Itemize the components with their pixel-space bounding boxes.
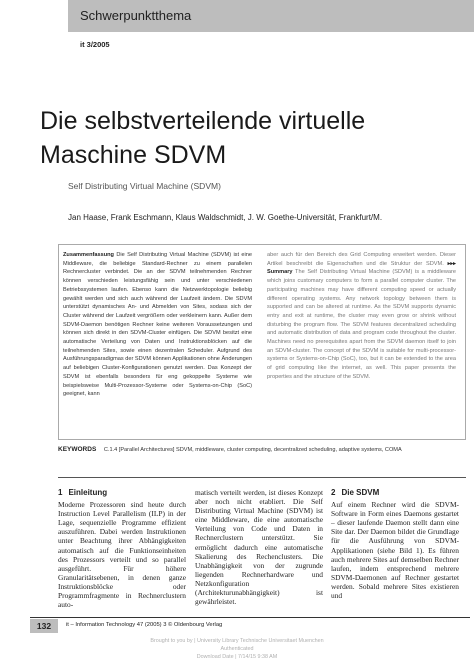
body-column-2 xyxy=(195,488,323,606)
article-title xyxy=(40,104,460,172)
issue-label: it 3/2005 xyxy=(80,40,110,49)
footer-citation: it – Information Technology 47 (2005) 3 © Oldenbourg Verlag xyxy=(66,622,223,628)
footer-divider xyxy=(30,617,470,618)
keywords-block xyxy=(58,446,466,455)
author-line: Jan Haase, Frank Eschmann, Klaus Waldschmidt, J. W. Goethe-Universität, Frankfurt/M. xyxy=(68,213,383,222)
title-line-2: Maschine SDVM xyxy=(40,141,227,169)
keywords-divider xyxy=(58,477,466,478)
section-1-number: 1 xyxy=(58,488,63,497)
abstract-de-continuation: aber auch für den Bereich des Grid Computing erweitert werden. Dieser Artikel beschreibt die Eigenschaften und die Struktur der SDVM. xyxy=(267,252,456,267)
page-number: 132 xyxy=(30,619,58,633)
watermark-line-1: Brought to you by | University Library Technische Universitaet Muenchen xyxy=(150,638,324,644)
abstract-english xyxy=(267,251,456,382)
column-1-text: Moderne Prozessoren sind heute durch Instruction Level Parallelism (ILP) in der Lage, sequenzielle Programme effizient auszuführen. Dabei werden Instruktionen unter Beachtung ihrer Abhängigkeiten automatisch auf die Funktionseinheiten des Prozessors verteilt und so parallel ausgeführt. Für höhere Granularitätsebenen, in denen ganze Instruktionsblöcke oder Programmfragmente in Rechnerclustern auto- xyxy=(58,500,186,610)
abstract-box xyxy=(58,244,466,440)
abstract-german xyxy=(63,251,252,399)
section-2-heading xyxy=(331,488,459,497)
arrows-glyph: ▸▸▸ xyxy=(447,260,456,267)
keywords-label: KEYWORDS xyxy=(58,446,97,453)
column-2-text: matisch verteilt werden, ist dieses Konzept aber noch nicht etabliert. Die Self Distributing Virtual Machine (SDVM) ist eine Middleware, die eine automatische Verteilung von Code und Daten in Rechnerclustern unterstützt. Sie ermöglicht dadurch eine automatische Skalierung des Rechenclusters. Die Unabhängigkeit von der zugrunde liegenden Rechnerhardware und Netzkonfiguration (Architekturunabhängigkeit) ist gewährleistet. xyxy=(195,488,323,607)
body-column-3 xyxy=(331,488,459,600)
section-title: Schwerpunktthema xyxy=(80,8,192,23)
section-2-title: Die SDVM xyxy=(341,488,380,497)
section-2-number: 2 xyxy=(331,488,336,497)
article-subtitle: Self Distributing Virtual Machine (SDVM) xyxy=(68,181,221,191)
section-1-heading xyxy=(58,488,186,497)
section-header xyxy=(68,0,474,32)
watermark-line-3: Download Date | 7/14/15 9:38 AM xyxy=(196,654,278,660)
watermark-line-2: Authenticated xyxy=(220,646,254,652)
abstract-en-text: The Self Distributing Virtual Machine (SDVM) is a middleware which joins customary computers to form a parallel computer cluster. The participating machines may have different computing speed or actually different operating systems. Any network topology between them is supported and can be altered at runtime. As the SDVM supports dynamic entry and exit at runtime, the cluster may even grow or shrink without disturbing the program flow. The SDVM features decentralized scheduling and automatic distribution of data and program code throughout the cluster. Machines need no prerequisites apart from the SDVM daemon itself to join an SDVM-cluster. The concept of the SDVM is suitable for multi-processor-systems or Systems-on-Chip (SoC), too, but it can be extended to the area of grid computing like the internet, as well. This paper presents the properties and the structure of the SDVM. xyxy=(267,269,456,380)
abstract-de-text: Die Self Distributing Virtual Machine (SDVM) ist eine Middleware, die beliebige Standard-Rechner zu einem parallelen Rechnercluster verbindet. Die an der SDVM teilnehmenden Rechner können verschieden leistungsfähig sein und unter verschiedenen Betriebssystemen laufen. Ebenso kann die Netzwerktopologie beliebig gewählt werden und sich auch während der Laufzeit ändern. Die SDVM unterstützt dynamisches An- und Abmelden von Sites, sodass sich der Cluster während der Laufzeit vergrößern oder verkleinern kann. Außer dem SDVM-Daemon benötigen Rechner keine weiteren Voraussetzungen und können sich direkt in den SDVM-Cluster einfügen. Die SDVM besitzt eine automatische Verteilung von Daten und Instruktionsblöcken auf die teilnehmenden Sites, sowie einen dezentralen Scheduler. Aufgrund des Ausführungsparadigmas der SDVM können Applikationen ohne Änderungen auf beliebigen Cluster-Konfigurationen genutzt werden. Das Konzept der SDVM ist ebenfalls besonders für eng gekoppelte Systeme wie beispielsweise Multi-Prozessor-Systeme oder Systems-on-Chip (SoC) geeignet, kann xyxy=(63,252,252,398)
download-watermark xyxy=(0,637,474,661)
title-line-1: Die selbstverteilende virtuelle xyxy=(40,107,366,135)
body-column-1 xyxy=(58,488,186,609)
column-3-text: Auf einem Rechner wird die SDVM-Software in Form eines Daemons gestartet – dieser laufende Daemon stellt dann eine Site dar. Der Daemon bildet die Grundlage für die Ausführung von SDVM-Applikationen (siehe Bild 1). Es führen auch mehrere Sites auf demselben Rechner laufen, indem entsprechend mehrere SDVM-Daemonen auf Rechner gestartet werden. Sobald mehrere Sites existieren und xyxy=(331,500,459,601)
abstract-en-label: Summary xyxy=(267,269,293,276)
abstract-de-label: Zusammenfassung xyxy=(63,252,114,258)
section-1-title: Einleitung xyxy=(68,488,108,497)
keywords-text: C.1.4 [Parallel Architectures] SDVM, middleware, cluster computing, decentralized scheduling, adaptive systems, COMA xyxy=(103,447,402,453)
